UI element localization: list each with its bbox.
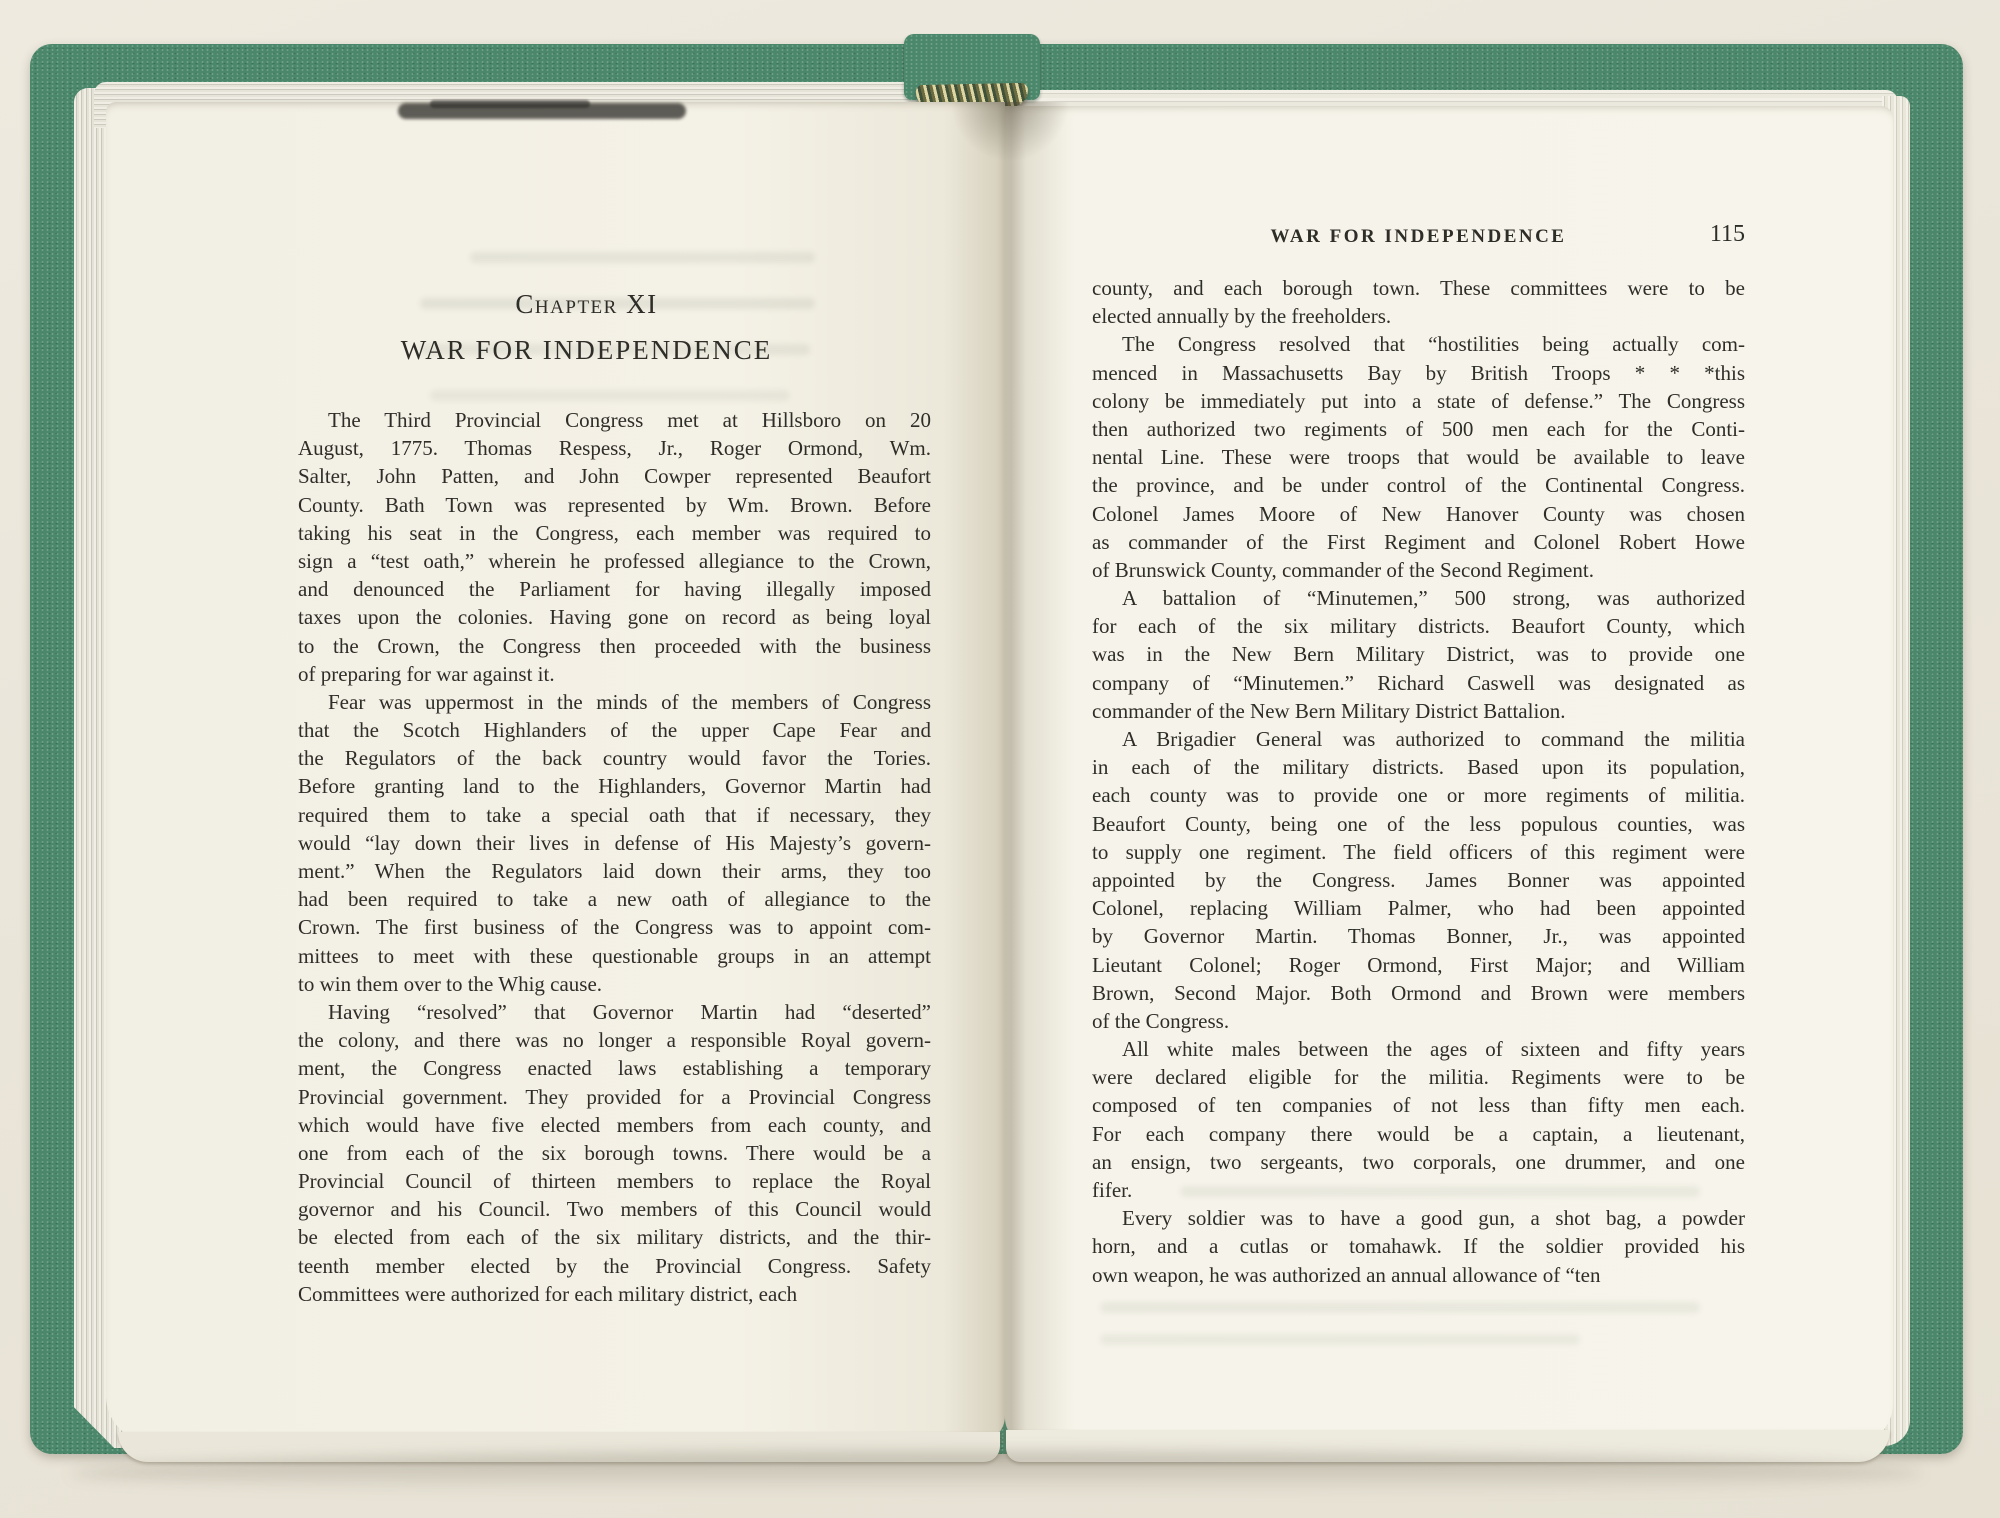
text-line: horn, and a cutlas or tomahawk. If the soldier provided his [1092, 1234, 1745, 1259]
text-line: for each of the six military districts. Beaufort County, which [1092, 614, 1745, 639]
text-line: and denounced the Parliament for having illegally imposed [298, 577, 931, 602]
text-line: sign a “test oath,” wherein he professed allegiance to the Crown, [298, 548, 931, 573]
text-line: The Congress resolved that “hostilities being actually com- [1122, 332, 1745, 357]
text-line: menced in Massachusetts Bay by British Troops * * *this [1092, 360, 1745, 385]
text-line: taxes upon the colonies. Having gone on record as being loyal [298, 605, 931, 630]
chapter-label: Chapter XI [515, 289, 658, 319]
text-line: All white males between the ages of sixteen and fifty years [1122, 1037, 1745, 1062]
page-number: 115 [1709, 221, 1745, 247]
text-line: to supply one regiment. The field officers of this regiment were [1092, 839, 1745, 864]
text-line: to win them over to the Whig cause. [298, 971, 603, 996]
text-line: A battalion of “Minutemen,” 500 strong, was authorized [1122, 586, 1745, 611]
text-line: the Regulators of the back country would favor the Tories. [298, 746, 931, 771]
text-line: in each of the military districts. Based upon its population, [1092, 755, 1745, 780]
text-line: required them to take a special oath that if necessary, they [298, 802, 931, 827]
text-line: County. Bath Town was represented by Wm. Brown. Before [298, 492, 931, 517]
text-line: of the Congress. [1092, 1008, 1230, 1033]
text-line: ment, the Congress enacted laws establishing a temporary [298, 1056, 931, 1081]
paragraph [1092, 1035, 1745, 1204]
text-line: an ensign, two sergeants, two corporals, one drummer, and one [1092, 1149, 1745, 1174]
text-line: teenth member elected by the Provincial Congress. Safety [298, 1253, 931, 1278]
text-line: commander of the New Bern Military District Battalion. [1092, 698, 1566, 723]
text-line: composed of ten companies of not less than fifty men each. [1092, 1093, 1745, 1118]
paragraph [298, 406, 931, 688]
chapter-title: WAR FOR INDEPENDENCE [400, 335, 773, 365]
text-line: be elected from each of the six military districts, and the thir- [298, 1225, 931, 1250]
right-page-paragraphs [1092, 274, 1745, 1289]
text-line: The Third Provincial Congress met at Hillsboro on 20 [328, 408, 931, 432]
text-line: to the Crown, the Congress then proceeded with the business [298, 633, 931, 658]
text-line: governor and his Council. Two members of this Council would [298, 1197, 931, 1222]
text-line: the colony, and there was no longer a responsible Royal govern- [298, 1028, 931, 1053]
paragraph [298, 998, 931, 1308]
text-line: then authorized two regiments of 500 men each for the Conti- [1092, 416, 1745, 441]
paragraph [1092, 1204, 1745, 1289]
text-line: mittees to meet with these questionable groups in an attempt [298, 943, 931, 968]
text-line: fifer. [1092, 1178, 1133, 1202]
text-line: would “lay down their lives in defense of His Majesty’s govern- [298, 830, 931, 855]
text-line: had been required to take a new oath of allegiance to the [298, 887, 931, 912]
text-line: Provincial government. They provided for a Provincial Congress [298, 1084, 931, 1109]
text-line: own weapon, he was authorized an annual allowance of “ten [1092, 1262, 1601, 1287]
text-line: Crown. The first business of the Congress was to appoint com- [298, 915, 931, 940]
text-line: elected annually by the freeholders. [1092, 304, 1392, 329]
left-page-paragraphs [298, 406, 931, 1308]
text-line: Beaufort County, being one of the less populous counties, was [1092, 811, 1745, 836]
text-line: Provincial Council of thirteen members to replace the Royal [298, 1169, 931, 1194]
text-line: as commander of the First Regiment and Colonel Robert Howe [1092, 529, 1745, 554]
text-line: taking his seat in the Congress, each member was required to [298, 520, 931, 545]
paragraph [1092, 725, 1745, 1035]
text-line: August, 1775. Thomas Respess, Jr., Roger Ormond, Wm. [298, 436, 931, 461]
book-shadow [70, 1452, 1922, 1494]
paragraph [1092, 274, 1745, 330]
text-line: Before granting land to the Highlanders, Governor Martin had [298, 774, 931, 799]
text-line: the province, and be under control of the Continental Congress. [1092, 473, 1745, 498]
right-page-header [1092, 222, 1745, 252]
text-line: Having “resolved” that Governor Martin had “deserted” [328, 999, 931, 1024]
text-line: nental Line. These were troops that would be available to leave [1092, 445, 1745, 470]
paragraph [1092, 584, 1745, 725]
text-line: A Brigadier General was authorized to command the militia [1122, 727, 1745, 751]
text-line: Salter, John Patten, and John Cowper represented Beaufort [298, 464, 931, 489]
text-line: which would have five elected members from each county, and [298, 1112, 931, 1137]
text-line: by Governor Martin. Thomas Bonner, Jr., was appointed [1092, 924, 1745, 949]
text-line: Colonel James Moore of New Hanover County was chosen [1092, 501, 1745, 526]
text-line: that the Scotch Highlanders of the upper Cape Fear and [298, 718, 931, 743]
text-line: one from each of the six borough towns. There would be a [298, 1140, 931, 1165]
ink-smudge [430, 100, 590, 108]
text-line: Lieutant Colonel; Roger Ormond, First Major; and William [1092, 952, 1745, 977]
paragraph [1092, 330, 1745, 584]
text-line: Fear was uppermost in the minds of the members of Congress [328, 689, 931, 714]
text-line: each county was to provide one or more regiments of militia. [1092, 783, 1745, 808]
text-line: were declared eligible for the militia. Regiments were to be [1092, 1065, 1745, 1090]
text-line: Every soldier was to have a good gun, a shot bag, a powder [1122, 1206, 1745, 1231]
text-line: of Brunswick County, commander of the Second Regiment. [1092, 557, 1594, 582]
text-line: For each company there would be a captain, a lieutenant, [1092, 1121, 1745, 1146]
text-line: appointed by the Congress. James Bonner was appointed [1092, 867, 1745, 892]
left-page-text-block [298, 288, 931, 1308]
paragraph [298, 688, 931, 998]
text-line: colony be immediately put into a state of defense.” The Congress [1092, 388, 1745, 413]
running-header: WAR FOR INDEPENDENCE [1270, 226, 1567, 247]
text-line: Brown, Second Major. Both Ormond and Brown were members [1092, 980, 1745, 1005]
text-line: ment.” When the Regulators laid down their arms, they too [298, 859, 931, 883]
text-line: of preparing for war against it. [298, 661, 555, 686]
text-line: Committees were authorized for each military district, each [298, 1281, 798, 1306]
text-line: Colonel, replacing William Palmer, who had been appointed [1092, 896, 1745, 921]
text-line: company of “Minutemen.” Richard Caswell was designated as [1092, 670, 1745, 695]
text-line: county, and each borough town. These committees were to be [1092, 276, 1745, 300]
text-line: was in the New Bern Military District, was to provide one [1092, 642, 1745, 667]
